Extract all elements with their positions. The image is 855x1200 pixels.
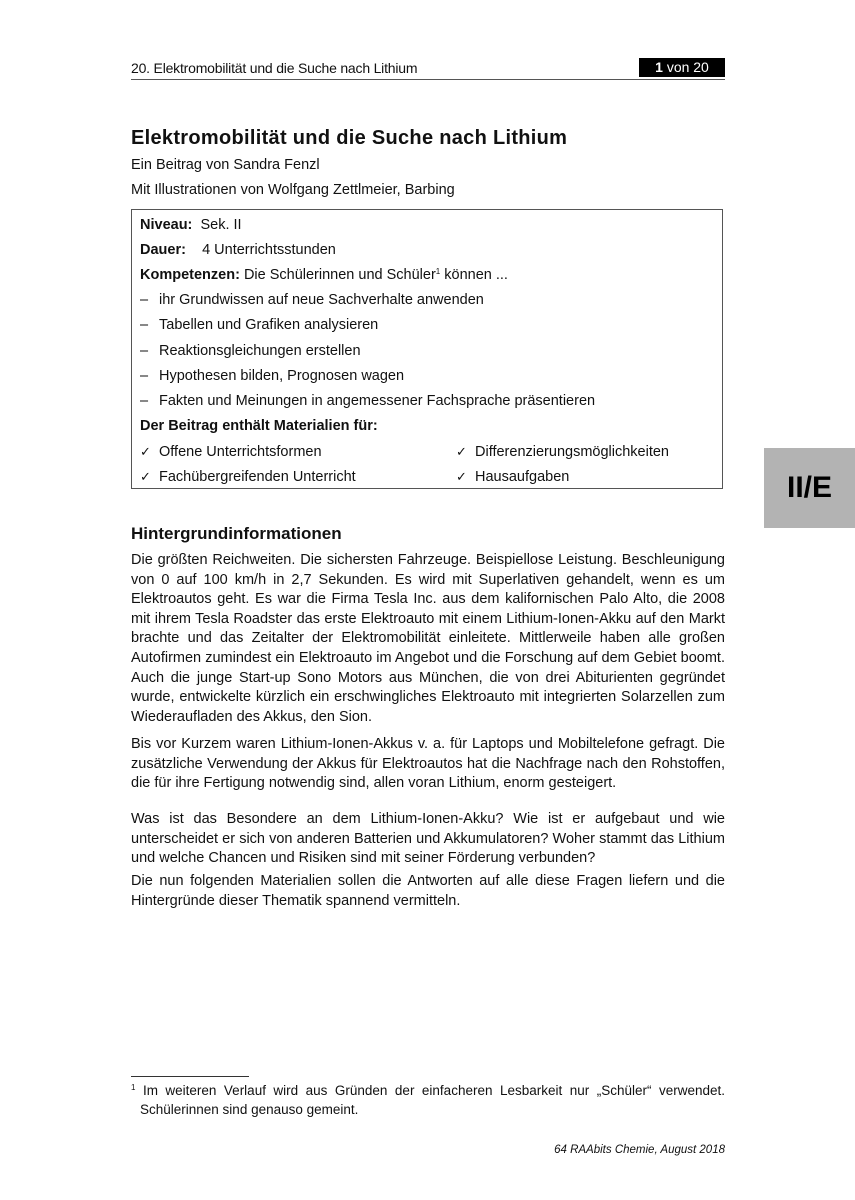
- competency-text: ihr Grundwissen auf neue Sachverhalte anwenden: [159, 292, 484, 308]
- competency-item: [140, 317, 378, 333]
- material-text: Differenzierungsmöglichkeiten: [475, 444, 669, 460]
- checkmark-icon: ✓: [140, 444, 151, 459]
- dauer-row: [140, 242, 336, 258]
- chapter-tab: II/E: [764, 448, 855, 528]
- competency-text: Tabellen und Grafiken analysieren: [159, 317, 379, 333]
- material-text: Hausaufgaben: [475, 469, 570, 485]
- running-header: [131, 58, 725, 80]
- author-line: Ein Beitrag von Sandra Fenzl: [131, 157, 320, 173]
- footnote-reference[interactable]: 1: [435, 267, 441, 276]
- dash-bullet-icon: –: [140, 368, 149, 384]
- materials-label: Der Beitrag enthält Materialien für:: [140, 418, 378, 434]
- dauer-label: Dauer:: [140, 242, 186, 258]
- footnote: [131, 1078, 725, 1119]
- kompetenzen-tail: können ...: [440, 267, 508, 283]
- niveau-value: Sek. II: [200, 217, 242, 233]
- competency-item: [140, 393, 595, 409]
- material-item: [140, 469, 356, 485]
- dash-bullet-icon: –: [140, 343, 149, 359]
- niveau-label: Niveau:: [140, 217, 193, 233]
- checkmark-icon: ✓: [456, 444, 467, 459]
- competency-text: Reaktionsgleichungen erstellen: [159, 343, 361, 359]
- footnote-divider: [131, 1076, 249, 1077]
- kompetenzen-label: Kompetenzen:: [140, 267, 240, 283]
- competency-item: [140, 292, 484, 308]
- niveau-row: [140, 217, 242, 233]
- document-title: Elektromobilität und die Suche nach Lithium: [131, 127, 568, 149]
- competency-text: Hypothesen bilden, Prognosen wagen: [159, 368, 405, 384]
- kompetenzen-intro: Die Schülerinnen und Schüler: [243, 267, 436, 283]
- imprint-line: 64 RAAbits Chemie, August 2018: [554, 1144, 725, 1156]
- dash-bullet-icon: –: [140, 292, 149, 308]
- materials-heading: [140, 418, 378, 434]
- dauer-value: 4 Unterrichtsstunden: [202, 242, 336, 258]
- illustrator-line: Mit Illustrationen von Wolfgang Zettlmeier, Barbing: [131, 182, 455, 198]
- body-paragraph: Die nun folgenden Materialien sollen die Antworten auf alle diese Fragen liefern und die Hintergründe dieser Thematik spannend vermitteln.: [131, 873, 725, 909]
- material-item: [456, 469, 569, 485]
- page-total: von 20: [666, 59, 709, 75]
- page-number-badge: [639, 58, 725, 77]
- material-item: [140, 444, 322, 460]
- kompetenzen-row: [140, 267, 508, 283]
- competency-item: [140, 368, 404, 384]
- checkmark-icon: ✓: [140, 469, 151, 484]
- competency-item: [140, 343, 361, 359]
- info-box: [131, 209, 723, 489]
- section-heading: Hintergrundinformationen: [131, 524, 342, 543]
- page-number: 1: [655, 59, 663, 75]
- checkmark-icon: ✓: [456, 469, 467, 484]
- footnote-text: Im weiteren Verlauf wird aus Gründen der einfacheren Lesbarkeit nur „Schüler“ verwendet. Schülerinnen sind genauso gemeint.: [140, 1083, 725, 1117]
- material-text: Fachübergreifenden Unterricht: [159, 469, 356, 485]
- material-text: Offene Unterrichtsformen: [159, 444, 322, 460]
- body-paragraph: Bis vor Kurzem waren Lithium-Ionen-Akkus v. a. für Laptops und Mobiltelefone gefragt. Die zusätzliche Verwendung der Akkus für Elektroautos hat die Nachfrage nach den Rohstoffen, die für ihre Fertigung notwendig sind, allen voran Lithium, enorm gesteigert.: [131, 736, 725, 792]
- material-item: [456, 444, 669, 460]
- footnote-mark: 1: [131, 1083, 136, 1092]
- competency-text: Fakten und Meinungen in angemessener Fachsprache präsentieren: [159, 393, 596, 409]
- dash-bullet-icon: –: [140, 317, 149, 333]
- running-title: 20. Elektromobilität und die Suche nach Lithium: [131, 60, 418, 76]
- body-paragraph: Was ist das Besondere an dem Lithium-Ionen-Akku? Wie ist er aufgebaut und wie unterscheidet er sich von anderen Batterien und Akkumulatoren? Woher stammt das Lithium und welche Chancen und Risiken sind mit seiner Förderung verbunden?: [131, 811, 725, 867]
- dash-bullet-icon: –: [140, 393, 149, 409]
- body-paragraph: Die größten Reichweiten. Die sichersten Fahrzeuge. Beispiellose Leistung. Beschleunigung von 0 auf 100 km/h in 2,7 Sekunden. Es wird mit Superlativen gehandelt, wenn es um Elektroautos geht. Es war die Firma Tesla Inc. aus dem kalifornischen Palo Alto, die 2008 mit ihrem Tesla Roadster das erste Elektroauto mit einem Lithium-Ionen-Akku auf den Markt brachte und das Zeitalter der Elektromobilität einleitete. Mittlerweile haben alle großen Autofirmen zumindest ein Elektroauto im Angebot und die Forschung auf dem Gebiet boomt. Auch die junge Start-up Sono Motors aus München, die von drei Abiturienten gegründet wurde, entwickelte kürzlich ein erschwingliches Elektroauto mit integrierten Solarzellen zum Wiederaufladen des Akkus, den Sion.: [131, 552, 725, 725]
